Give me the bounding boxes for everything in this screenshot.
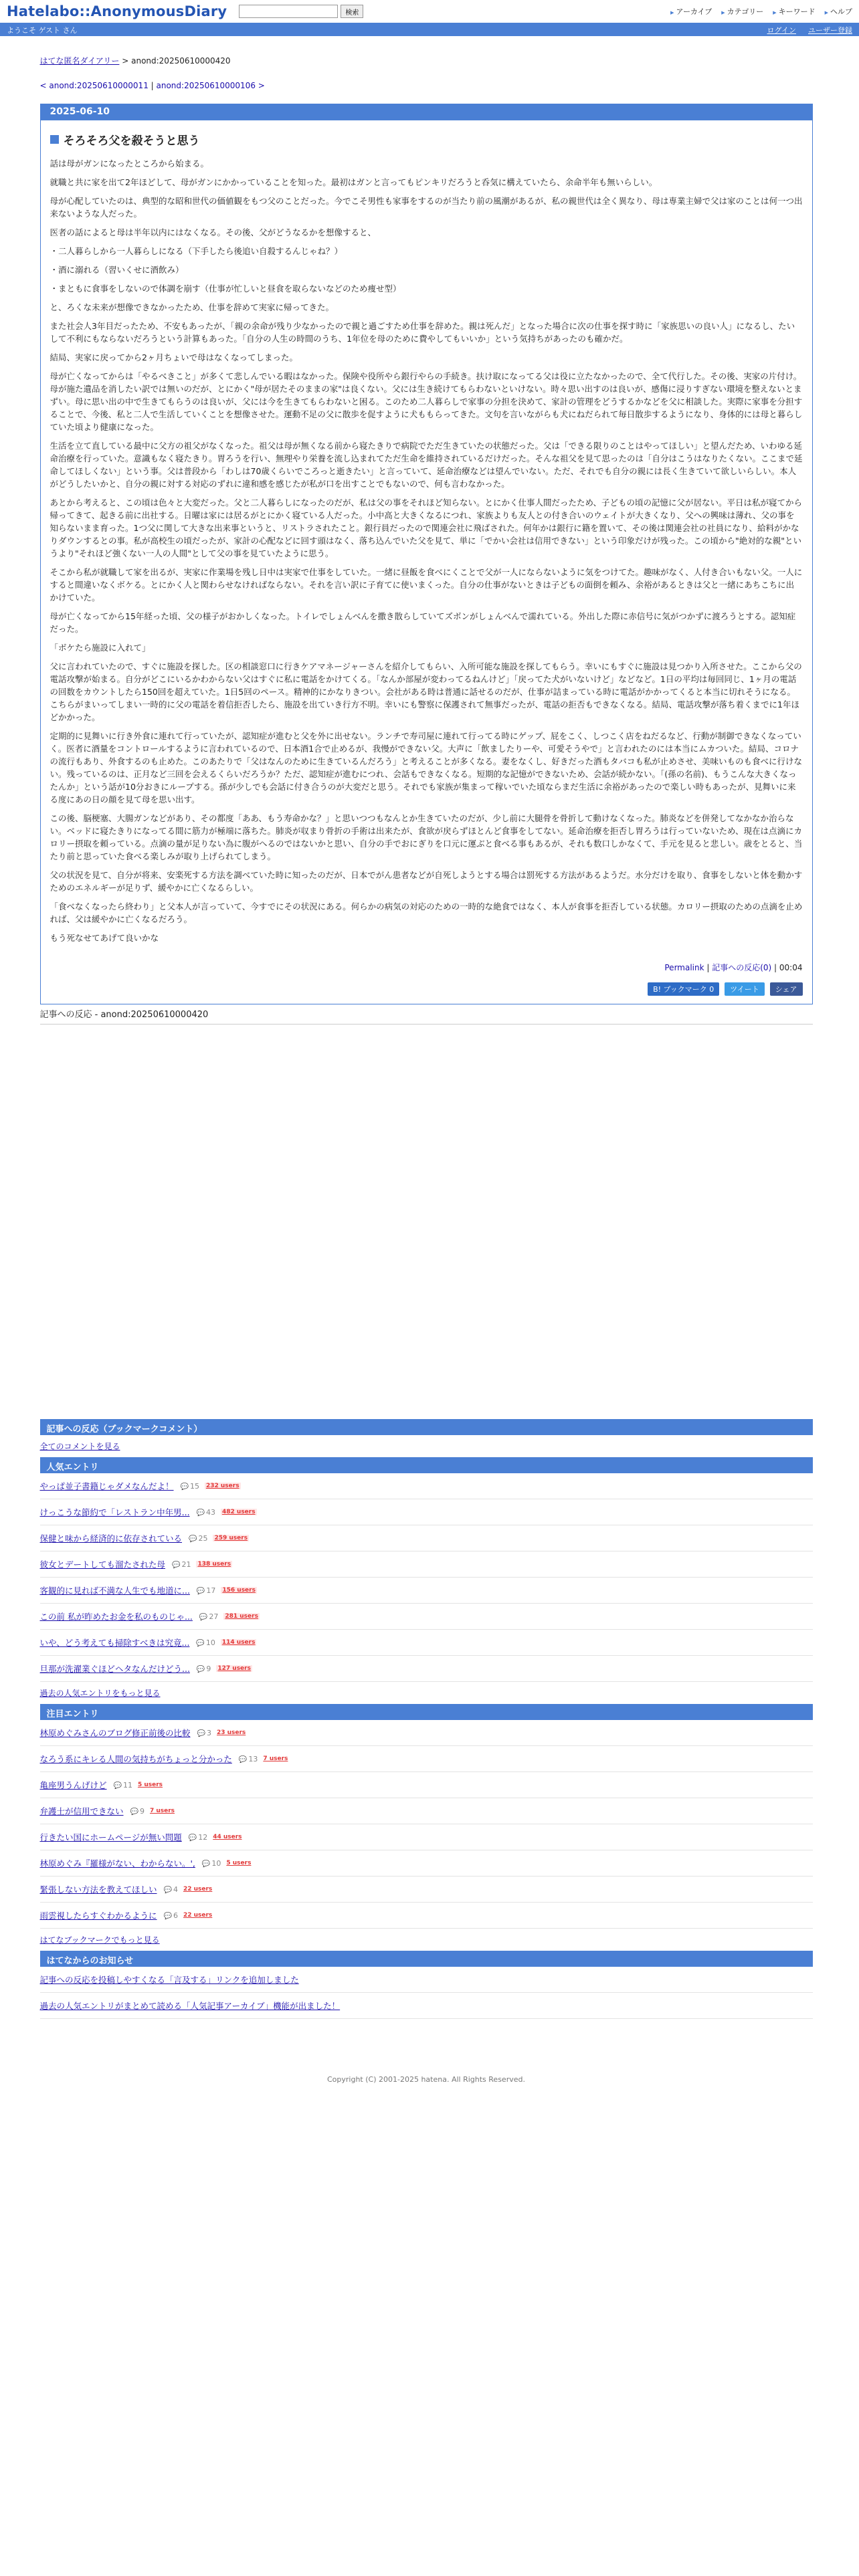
entry-paragraph: と、ろくな未来が想像できなかったため、仕事を辞めて実家に帰ってきた。	[50, 302, 335, 312]
top-bar	[0, 0, 859, 24]
users-badge[interactable]: 22 users	[183, 1886, 213, 1893]
entry-paragraph: ・二人暮らしから一人暮らしになる（下手したら後追い自殺するんじゃね？）	[50, 246, 343, 256]
all-comments-link[interactable]: 全てのコメントを見る	[39, 1442, 120, 1451]
entry-pager	[40, 81, 813, 90]
list-item	[40, 1499, 813, 1525]
entry-link[interactable]: やっぱ並子書籍じゃダメなんだよ！	[39, 1481, 174, 1491]
users-badge[interactable]: 156 users	[222, 1587, 256, 1594]
comment-count: 💬 3	[197, 1729, 211, 1737]
notice-link[interactable]: 記事への反応を投稿しやすくなる「言及する」リンクを追加しました	[39, 1975, 299, 1985]
register-link[interactable]: ユーザー登録	[808, 26, 852, 35]
list-item	[40, 1903, 813, 1929]
pager-separator: |	[148, 81, 157, 90]
entry-paragraph: ・まともに食事をしないので体調を崩す（仕事が忙しいと昼食を取らないなどのため痩せ型）	[50, 284, 401, 294]
list-item	[40, 1824, 813, 1850]
entry-link[interactable]: 弁護士が信用できない	[39, 1806, 124, 1816]
users-badge[interactable]: 232 users	[205, 1483, 240, 1489]
users-badge[interactable]: 482 users	[222, 1509, 256, 1515]
entry-link[interactable]: いや、どう考えても掃除すべきは究竟...	[39, 1638, 190, 1648]
spacer	[40, 1025, 813, 1419]
search-form	[239, 5, 363, 18]
popular-more-link[interactable]: 過去の人気エントリをもっと見る	[39, 1689, 161, 1698]
users-badge[interactable]: 44 users	[213, 1834, 242, 1840]
entry-paragraph: 生活を立て直している最中に父方の祖父がなくなった。祖父は母が無くなる前から寝たきりで病院でただ生きていたの状態だった。父は「できる限りのことはやってほしい」と望んだため、いわゆる延命治療を行っていた。意識もなく寝たきり。胃ろうを行い、無理やり栄養を流し込まれてただ生命を維持されているだけだった。そんな祖父を見て思ったのは「自分はこうはなりたくない。ここまで延命してほしくない」という事。父は普段から「わしは70歳くらいでころっと逝きたい」と言っていて、延命治療などは望んでいない。ただ、それでも自分の親には長く生きていて欲しいらしい。本人がどうしたいかと、自分の親に対する対応のずれに違和感を感じたが私が口を出すことでもないので、何も言わなかった。	[50, 441, 803, 489]
users-badge[interactable]: 5 users	[137, 1782, 163, 1788]
entry-title[interactable]	[50, 131, 803, 148]
notice-item	[40, 1993, 813, 2019]
comment-count: 💬 9	[130, 1807, 145, 1816]
entry-paragraph: ・酒に溺れる（習いくせに酒飲み）	[50, 265, 184, 275]
entry-paragraph: 父に言われていたので、すぐに施設を探した。区の相談窓口に行きケアマネージャーさんを紹介してもらい、入所可能な施設を探してもらう。幸いにもすぐに施設は見つかり入所させた。ここから父の電話攻撃が始まる。自分がどこにいるかわからない父はすぐに私に電話をかけてくる。「なんか部屋が変わってるねんけど」「戻ってた犬がいないけど」などなど。1日の平均は毎回同じ、1ヶ月の電話の回数をカウントしたら150回を超えていた。1日5回のペース。精神的にかなりきつい。会社がある時は普通に話せるのだが、仕事が詰まっている時に電話がかかってくると本当に切れそうになる。こちらがまいってしまい一時的に父の電話を着信拒否したら、施設を出ていき行方不明。幸いにも警察に保護されて無事だったが、電話の拒否もできなくなる。結局、電話攻撃が落ち着くまでに1年ほどかかった。	[50, 661, 802, 722]
entry-link[interactable]: 林原めぐみさんのブログ修正前後の比較	[39, 1728, 191, 1738]
tweet-button[interactable]: ツイート	[725, 982, 764, 996]
featured-list	[40, 1720, 813, 1929]
entry-paragraph: 就職と共に家を出て2年ほどして、母がガンにかかっていることを知った。最初はガンと言ってもピンキリだろうと呑気に構えていたら、余命半年も無いらしい。	[50, 177, 658, 187]
entry-link[interactable]: 林原めぐみ『羅様がない、わからない。',	[39, 1858, 195, 1868]
entry-paragraph: 話は母がガンになったところから始まる。	[50, 158, 209, 169]
featured-header: 注目エントリ	[40, 1704, 813, 1720]
prev-entry-link[interactable]: < anond:20250610000011	[39, 81, 149, 90]
list-item	[40, 1876, 813, 1903]
list-item	[40, 1525, 813, 1551]
entry-link[interactable]: 保健と味から経済的に依存されている	[39, 1533, 183, 1543]
entry-paragraph: 母が亡くなってから15年経った頃、父の様子がおかしくなった。トイレでしょんべんを撒き散らしていてズボンがしょんべんで濡れている。外出した際に赤信号に気がつかずに渡ろうとする。認知症だった。	[50, 611, 796, 634]
notice-link[interactable]: 過去の人気エントリがまとめて読める「人気記事アーカイブ」機能が出ました！	[39, 2001, 341, 2011]
entry-link[interactable]: 緊張しない方法を教えてほしい	[39, 1885, 157, 1895]
breadcrumb	[40, 55, 813, 66]
bookmark-comments-header: 記事への反応（ブックマークコメント）	[40, 1419, 813, 1435]
comment-count: 💬 12	[189, 1833, 207, 1842]
entry-paragraph: また社会人3年目だったため、不安もあったが、「親の余命が残り少なかったので親と過ごすため仕事を辞めた。親は死んだ」となった場合に次の仕事を探す時に「家族思いの良い人」になるし、たいして不利にもならないだろうという計算もあった。「自分の人生の時間のうち、1年位を母のために費やしてもいいか」という気持ちがあったのも確かだ。	[50, 321, 795, 344]
welcome-text: ようこそ ゲスト さん	[7, 26, 78, 35]
nav-archive[interactable]: ▶ アーカイブ	[670, 6, 712, 17]
list-item	[40, 1578, 813, 1604]
users-badge[interactable]: 5 users	[226, 1860, 252, 1866]
entry-paragraph: もう死なせてあげて良いかな	[50, 933, 159, 943]
entry-date: 2025-06-10	[41, 104, 812, 120]
entry-link[interactable]: 行きたい国にホームページが無い問題	[39, 1832, 182, 1842]
list-item	[40, 1746, 813, 1772]
all-comments	[40, 1435, 813, 1457]
next-entry-link[interactable]: anond:20250610000106 >	[156, 81, 265, 90]
entry-link[interactable]: 亀座男うんげけど	[39, 1780, 107, 1790]
comment-count: 💬 9	[197, 1665, 211, 1673]
diary-section	[40, 104, 813, 1004]
list-item	[40, 1473, 813, 1499]
comment-count: 💬 13	[239, 1755, 258, 1763]
reaction-count-link[interactable]: 記事への反応(0)	[712, 963, 772, 972]
entry-title-text: そろそろ父を殺そうと思う	[63, 134, 200, 148]
entry-paragraph: あとから考えると、この頃は色々と大変だった。父と二人暮らしになったのだが、私は父の事をそれほど知らない。とにかく仕事人間だったため、子どもの頃の記憶に父が居ない。平日は私が寝てから帰ってきて、起きる前に出社する。日曜は家には居るがとにかく寝ている人だった。小中高と大きくなるにつれ、家族よりも友人との付き合いのウェイトが大きくなり、父への興味は薄れ、父の事を知らないまま育った。1つ父に関して大きな出来事というと、リストラされたこと。銀行員だったので関連会社に飛ばされた。何年かは銀行に籍を置いて、その後は関連会社の社員になり、給料がかなりダウンするとの事。私が高校生の頃だったが、家計の心配などに回す頭はなく、落ち込んでいた父を見て、単に「でかい会社は信用できない」という印象だけが残った。この頃から"絶対的な親"というより"それほど強くない一人の人間"として父の事を見ていたように思う。	[50, 498, 803, 558]
comment-count: 💬 21	[172, 1560, 191, 1569]
notice-header: はてなからのお知らせ	[40, 1951, 813, 1967]
users-badge[interactable]: 7 users	[149, 1808, 175, 1814]
users-badge[interactable]: 259 users	[214, 1535, 248, 1541]
entry	[41, 120, 812, 1004]
entry-paragraph: 母が亡くなってからは「やるべきこと」が多くて悲しんでいる暇はなかった。保険や役所やら銀行やらの手続き。扶け取になってる父は役に立たなかったので、全て代行した。その後、実家の片付け。母が施た遺品を消したい訳では無いのだが、とにかく"母が居たそのままの家"は良くない。父には生き続けてもらわないといけない。時々思い出すのは良いが、感傷に浸りすぎない環境を整えないとまずい。母に思い出の中で生きてもらうのは良いが、父には今を生きてもらわないと困る。このため二人暮らしで家事の分担を決めて、家計の管理をどうするかなどを父に相談した。実際に家事を分担することで、今後、私と二人で生活していくことを想像させた。運動不足の父に散歩を促すように犬ももらってきた。文句を言いながらも犬にねだられて毎日散歩するようになり、身体的には母と暮らしていた頃より健康になった。	[50, 371, 803, 432]
copyright: Copyright (C) 2001-2025 hatena. All Rights Reserved.	[327, 2075, 525, 2084]
entry-link[interactable]: 彼女とデートしても溜たされた母	[39, 1560, 166, 1570]
breadcrumb-root[interactable]: はてな匿名ダイアリー	[39, 56, 120, 66]
comment-count: 💬 10	[196, 1638, 215, 1647]
hatena-bookmark-button[interactable]: B! ブックマーク 0	[648, 982, 719, 996]
entry-link[interactable]: 雨雲視したらすぐわかるように	[39, 1911, 157, 1921]
entry-paragraph: 定期的に見舞いに行き外食に連れて行っていたが、認知症が進むと父を外に出せない。ランチで寿司屋に連れて行ってる時にゲップ、屁をこく、しつこく店をねだるなど、行動が制御できなくなっていく。医者に酒量をコントロールするように言われているので、日本酒1合で止めるが、我慢ができない父。大声に「飲ましたりーや、可愛そうやで」と言われたのには本当にムカついた。結局、コロナの流行もあり、外食するのも止めた。このあたりで「父はなんのために生きているんだろう」と考えることが多くなる。妻をなくし、好きだった酒もタバコも私が止めさせ、美味いものも食べに行けない。残っているのは、正月など三回を会えるくらいだろうか？ただ、認知症が進むにつれ、会話もできなくなる。短期的な記憶ができないため、会話が続かない。「(孫の名前)、もうこんな大きくなったんか」という話が10分おきにループする。孫が少しでも会話に付き合うのが大変だと思う。それでも家族が集まって稼いでいた頃ならまだ生活に余裕があったので楽しい時もあったが、見舞いに来る度にあの日の顔を見て母を思い出す。	[50, 731, 803, 804]
comment-count: 💬 43	[197, 1508, 215, 1517]
breadcrumb-separator: >	[119, 56, 132, 66]
main-content	[40, 55, 813, 2084]
entry-link[interactable]: なろう系にキレる人間の気持ちがちょっと分かった	[39, 1754, 232, 1764]
share-buttons	[50, 982, 803, 996]
entry-paragraph: 「ボケたら施設に入れて」	[50, 643, 151, 653]
popular-list	[40, 1473, 813, 1682]
entry-link[interactable]: 旦那が洗濯業ぐほどヘタなんだけどう...	[39, 1664, 190, 1674]
search-input[interactable]	[239, 5, 338, 18]
list-item	[40, 1630, 813, 1656]
entry-link[interactable]: この前 私が昨めたお金を私のものじゃ...	[39, 1612, 193, 1622]
entry-paragraph: 父の状況を見て、自分が将来、安楽死する方法を調べていた時に知ったのだが、日本でがん患者などが自死しようとする場合は罰死する方法があるようだ。水分だけを取り、食事をしないと体を動かすためのエネルギーが足りず、緩やかに亡くなるらしい。	[50, 870, 803, 893]
entry-paragraph: そこから私が就職して家を出るが、実家に作業場を残し日中は実家で仕事をしていた。一緒に昼飯を食べにくことで父が一人にならないように気をつけてた。趣味がなく、人付き合いもない父。一人にすると間違いなくボケる。とにかく人と関わらせなければならない。それを言い訳に子育てに使いまくった。自分の仕事がないときは子どもの面倒を頼み、余裕があるときは父と一緒にあちこちに出かけていた。	[50, 567, 803, 603]
users-badge[interactable]: 138 users	[197, 1561, 231, 1568]
entry-body	[50, 157, 803, 944]
list-item	[40, 1772, 813, 1798]
login-link[interactable]: ログイン	[767, 26, 796, 35]
user-bar	[0, 24, 859, 36]
comment-count: 💬 27	[199, 1612, 218, 1621]
comment-count: 💬 6	[164, 1911, 178, 1920]
entry-link[interactable]: 客観的に見れば不満な人生でも地道に...	[39, 1586, 190, 1596]
list-item	[40, 1604, 813, 1630]
entry-paragraph: 「食べなくなったら終わり」と父本人が言っていて、今すでにその状況にある。何らかの病気の対応のための一時的な絶食ではなく、本人が食事を拒否している状態。カロリー摂取のための点滴を止めれば、父は緩やかに亡くなるだろう。	[50, 901, 803, 924]
permalink[interactable]: Permalink	[664, 963, 704, 972]
featured-more-link[interactable]: はてなブックマークでもっと見る	[39, 1935, 160, 1945]
entry-link[interactable]: けっこうな節約で「レストラン中年男...	[39, 1507, 190, 1517]
top-nav	[670, 6, 852, 17]
comment-count: 💬 17	[197, 1586, 215, 1595]
comment-count: 💬 15	[181, 1482, 199, 1491]
nav-category[interactable]: ▶ カテゴリー	[721, 6, 763, 17]
entry-paragraph: この後、脳梗塞、大腸ガンなどがあり、その都度「ああ、もう寿命かな？」と思いつつもなんとか生きていたのだが、少し前に大腿骨を骨折して動けなくなった。肺炎などを併発してなかなか治らない。ベッドに寝たきりになってる間に筋力が極端に落ちた。肺炎が収まり骨折の手術は出来たが、食欲が戻らずほとんど食事をしてない。延命治療を拒否し胃ろうは行っていないため、現在は点滴にカロリー摂取を頼っている。点滴の量が足りない為に腹がへるのではないかと思い、自分の手でおにぎりを口元に運ぶと食べる事もあるが、それも数口しかなくて、手元を見ると悲しい。歳をとると、当たり前と思っていた食べる楽しみが取り上げられてしまう。	[50, 813, 803, 861]
breadcrumb-current: anond:20250610000420	[131, 56, 231, 66]
list-item	[40, 1720, 813, 1746]
search-button[interactable]: 検索	[341, 5, 363, 18]
list-item	[40, 1551, 813, 1578]
entry-time: 00:04	[779, 963, 803, 972]
square-icon	[50, 135, 59, 144]
comment-count: 💬 4	[164, 1885, 178, 1894]
users-badge[interactable]: 127 users	[217, 1665, 251, 1672]
users-badge[interactable]: 22 users	[183, 1912, 213, 1919]
nav-keyword[interactable]: ▶ キーワード	[773, 6, 815, 17]
entry-paragraph: 医者の話によると母は半年以内にはなくなる。その後、父がどうなるかを想像すると、	[50, 227, 377, 237]
list-item	[40, 1798, 813, 1824]
list-item	[40, 1850, 813, 1876]
users-badge[interactable]: 7 users	[263, 1755, 288, 1762]
users-badge[interactable]: 114 users	[221, 1639, 256, 1646]
entry-paragraph: 結局、実家に戻ってから2ヶ月ちょいで母はなくなってしまった。	[50, 352, 298, 362]
popular-more	[40, 1682, 813, 1704]
entry-footer: Permalink | 記事への反応(0) | 00:04	[664, 963, 803, 972]
users-badge[interactable]: 23 users	[216, 1729, 246, 1736]
facebook-share-button[interactable]: シェア	[770, 982, 803, 996]
reaction-header: 記事への反応 - anond:20250610000420	[40, 1007, 813, 1025]
popular-header: 人気エントリ	[40, 1457, 813, 1473]
comment-count: 💬 25	[189, 1534, 207, 1543]
comment-count: 💬 10	[202, 1859, 221, 1868]
notice-item	[40, 1967, 813, 1993]
featured-more	[40, 1929, 813, 1951]
entry-paragraph: 母が心配していたのは、典型的な昭和世代の価値観をもつ父のことだった。今でこそ男性も家事をするのが当たり前の風潮があるが、私の親世代は全く異なり、母は専業主婦で父は家のことは何一つ出来ないような人だった。	[50, 196, 803, 219]
site-logo[interactable]: Hatelabo::AnonymousDiary	[7, 3, 227, 19]
comment-count: 💬 11	[114, 1781, 132, 1790]
list-item	[40, 1656, 813, 1682]
nav-help[interactable]: ▶ ヘルプ	[825, 6, 852, 17]
users-badge[interactable]: 281 users	[225, 1613, 258, 1620]
